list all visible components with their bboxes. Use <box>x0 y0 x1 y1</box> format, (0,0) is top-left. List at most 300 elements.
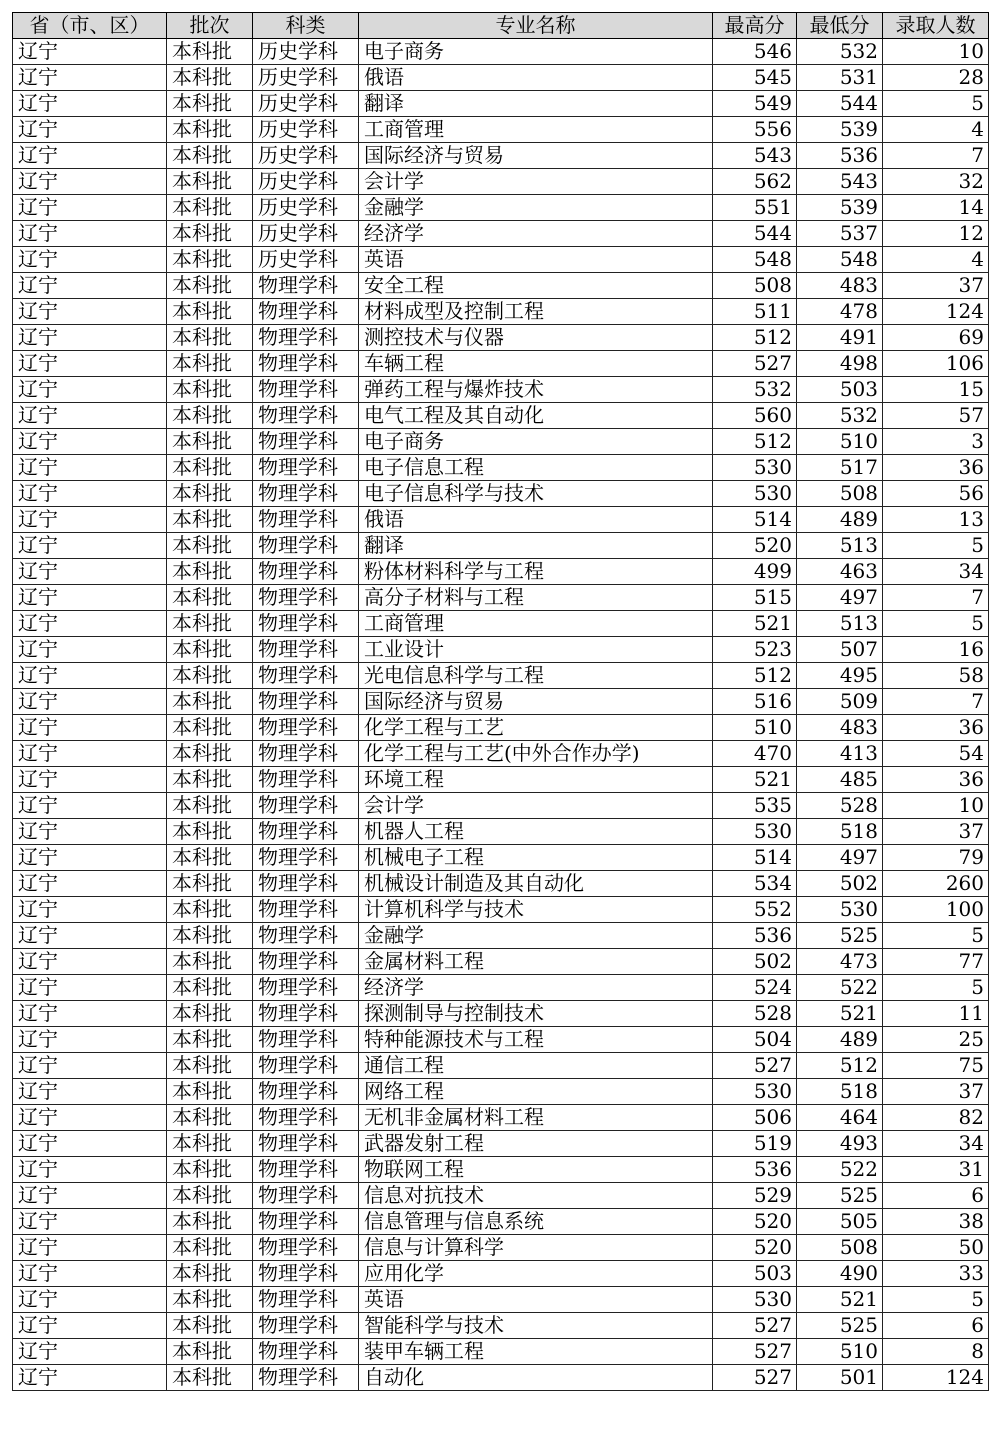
cell-major-name: 特种能源技术与工程 <box>359 1027 713 1053</box>
cell-category: 物理学科 <box>253 1027 359 1053</box>
cell-category: 物理学科 <box>253 793 359 819</box>
cell-category: 物理学科 <box>253 559 359 585</box>
cell-category: 物理学科 <box>253 1235 359 1261</box>
table-row <box>13 637 989 663</box>
table-row <box>13 897 989 923</box>
cell-min-score: 536 <box>797 143 883 169</box>
cell-province: 辽宁 <box>13 143 167 169</box>
cell-max-score: 551 <box>713 195 797 221</box>
cell-batch: 本科批 <box>167 1339 253 1365</box>
cell-admitted-count: 4 <box>883 117 989 143</box>
cell-admitted-count: 7 <box>883 143 989 169</box>
cell-province: 辽宁 <box>13 533 167 559</box>
table-row <box>13 455 989 481</box>
cell-batch: 本科批 <box>167 585 253 611</box>
cell-province: 辽宁 <box>13 1001 167 1027</box>
table-row <box>13 741 989 767</box>
cell-category: 物理学科 <box>253 507 359 533</box>
cell-province: 辽宁 <box>13 221 167 247</box>
cell-min-score: 539 <box>797 117 883 143</box>
cell-admitted-count: 10 <box>883 39 989 65</box>
cell-category: 物理学科 <box>253 611 359 637</box>
cell-max-score: 536 <box>713 1157 797 1183</box>
cell-province: 辽宁 <box>13 975 167 1001</box>
cell-major-name: 会计学 <box>359 169 713 195</box>
cell-batch: 本科批 <box>167 117 253 143</box>
table-row <box>13 793 989 819</box>
cell-province: 辽宁 <box>13 1339 167 1365</box>
cell-major-name: 金属材料工程 <box>359 949 713 975</box>
cell-province: 辽宁 <box>13 377 167 403</box>
table-row <box>13 221 989 247</box>
cell-category: 历史学科 <box>253 39 359 65</box>
cell-batch: 本科批 <box>167 299 253 325</box>
table-row <box>13 143 989 169</box>
cell-province: 辽宁 <box>13 819 167 845</box>
cell-batch: 本科批 <box>167 793 253 819</box>
cell-province: 辽宁 <box>13 663 167 689</box>
cell-admitted-count: 33 <box>883 1261 989 1287</box>
cell-admitted-count: 37 <box>883 819 989 845</box>
cell-province: 辽宁 <box>13 793 167 819</box>
cell-admitted-count: 38 <box>883 1209 989 1235</box>
cell-max-score: 524 <box>713 975 797 1001</box>
cell-admitted-count: 12 <box>883 221 989 247</box>
cell-admitted-count: 5 <box>883 611 989 637</box>
cell-max-score: 503 <box>713 1261 797 1287</box>
cell-province: 辽宁 <box>13 481 167 507</box>
cell-major-name: 应用化学 <box>359 1261 713 1287</box>
cell-major-name: 工商管理 <box>359 611 713 637</box>
cell-min-score: 510 <box>797 1339 883 1365</box>
cell-province: 辽宁 <box>13 689 167 715</box>
cell-min-score: 485 <box>797 767 883 793</box>
cell-min-score: 464 <box>797 1105 883 1131</box>
cell-min-score: 478 <box>797 299 883 325</box>
cell-min-score: 508 <box>797 1235 883 1261</box>
cell-max-score: 545 <box>713 65 797 91</box>
cell-category: 物理学科 <box>253 663 359 689</box>
cell-batch: 本科批 <box>167 143 253 169</box>
cell-category: 历史学科 <box>253 195 359 221</box>
cell-province: 辽宁 <box>13 1365 167 1391</box>
cell-batch: 本科批 <box>167 767 253 793</box>
cell-admitted-count: 82 <box>883 1105 989 1131</box>
cell-batch: 本科批 <box>167 1261 253 1287</box>
cell-batch: 本科批 <box>167 247 253 273</box>
cell-max-score: 515 <box>713 585 797 611</box>
cell-province: 辽宁 <box>13 273 167 299</box>
cell-min-score: 463 <box>797 559 883 585</box>
cell-batch: 本科批 <box>167 481 253 507</box>
cell-batch: 本科批 <box>167 871 253 897</box>
cell-category: 历史学科 <box>253 247 359 273</box>
cell-admitted-count: 34 <box>883 559 989 585</box>
cell-max-score: 527 <box>713 1053 797 1079</box>
table-row <box>13 949 989 975</box>
cell-max-score: 530 <box>713 1079 797 1105</box>
cell-province: 辽宁 <box>13 611 167 637</box>
table-row <box>13 975 989 1001</box>
cell-min-score: 490 <box>797 1261 883 1287</box>
cell-province: 辽宁 <box>13 455 167 481</box>
cell-category: 历史学科 <box>253 65 359 91</box>
cell-max-score: 521 <box>713 611 797 637</box>
cell-admitted-count: 25 <box>883 1027 989 1053</box>
table-row <box>13 871 989 897</box>
cell-major-name: 探测制导与控制技术 <box>359 1001 713 1027</box>
cell-major-name: 机械设计制造及其自动化 <box>359 871 713 897</box>
table-body <box>13 39 989 1391</box>
cell-admitted-count: 36 <box>883 767 989 793</box>
cell-admitted-count: 5 <box>883 923 989 949</box>
cell-max-score: 504 <box>713 1027 797 1053</box>
cell-min-score: 489 <box>797 507 883 533</box>
cell-min-score: 513 <box>797 533 883 559</box>
table-row <box>13 429 989 455</box>
cell-min-score: 510 <box>797 429 883 455</box>
cell-batch: 本科批 <box>167 325 253 351</box>
table-row <box>13 169 989 195</box>
cell-province: 辽宁 <box>13 65 167 91</box>
cell-min-score: 483 <box>797 715 883 741</box>
cell-major-name: 经济学 <box>359 975 713 1001</box>
cell-category: 物理学科 <box>253 455 359 481</box>
cell-major-name: 电子信息工程 <box>359 455 713 481</box>
cell-batch: 本科批 <box>167 1183 253 1209</box>
table-row <box>13 1079 989 1105</box>
cell-batch: 本科批 <box>167 559 253 585</box>
cell-category: 物理学科 <box>253 923 359 949</box>
cell-province: 辽宁 <box>13 1261 167 1287</box>
cell-category: 物理学科 <box>253 325 359 351</box>
cell-max-score: 499 <box>713 559 797 585</box>
cell-province: 辽宁 <box>13 923 167 949</box>
cell-admitted-count: 79 <box>883 845 989 871</box>
header-major-name: 专业名称 <box>359 13 713 39</box>
table-row <box>13 299 989 325</box>
cell-major-name: 电气工程及其自动化 <box>359 403 713 429</box>
cell-province: 辽宁 <box>13 949 167 975</box>
cell-admitted-count: 6 <box>883 1313 989 1339</box>
cell-category: 物理学科 <box>253 715 359 741</box>
cell-province: 辽宁 <box>13 351 167 377</box>
table-row <box>13 65 989 91</box>
cell-major-name: 电子商务 <box>359 429 713 455</box>
table-row <box>13 715 989 741</box>
cell-max-score: 508 <box>713 273 797 299</box>
cell-major-name: 智能科学与技术 <box>359 1313 713 1339</box>
cell-min-score: 493 <box>797 1131 883 1157</box>
cell-batch: 本科批 <box>167 1053 253 1079</box>
cell-batch: 本科批 <box>167 273 253 299</box>
cell-category: 物理学科 <box>253 1001 359 1027</box>
cell-max-score: 512 <box>713 325 797 351</box>
table-row <box>13 559 989 585</box>
table-row <box>13 481 989 507</box>
cell-batch: 本科批 <box>167 65 253 91</box>
cell-batch: 本科批 <box>167 845 253 871</box>
cell-major-name: 无机非金属材料工程 <box>359 1105 713 1131</box>
cell-min-score: 489 <box>797 1027 883 1053</box>
cell-admitted-count: 124 <box>883 299 989 325</box>
cell-admitted-count: 32 <box>883 169 989 195</box>
cell-min-score: 497 <box>797 585 883 611</box>
table-row <box>13 1339 989 1365</box>
cell-min-score: 531 <box>797 65 883 91</box>
cell-max-score: 519 <box>713 1131 797 1157</box>
cell-admitted-count: 5 <box>883 975 989 1001</box>
cell-batch: 本科批 <box>167 741 253 767</box>
cell-major-name: 工商管理 <box>359 117 713 143</box>
cell-category: 历史学科 <box>253 117 359 143</box>
cell-admitted-count: 13 <box>883 507 989 533</box>
cell-max-score: 514 <box>713 507 797 533</box>
cell-max-score: 512 <box>713 429 797 455</box>
table-row <box>13 611 989 637</box>
cell-province: 辽宁 <box>13 897 167 923</box>
cell-province: 辽宁 <box>13 1053 167 1079</box>
cell-batch: 本科批 <box>167 637 253 663</box>
table-row <box>13 1365 989 1391</box>
cell-province: 辽宁 <box>13 299 167 325</box>
admission-score-table <box>12 12 989 1391</box>
cell-batch: 本科批 <box>167 975 253 1001</box>
cell-max-score: 549 <box>713 91 797 117</box>
cell-admitted-count: 10 <box>883 793 989 819</box>
cell-min-score: 473 <box>797 949 883 975</box>
table-row <box>13 1209 989 1235</box>
cell-major-name: 会计学 <box>359 793 713 819</box>
table-row <box>13 585 989 611</box>
cell-province: 辽宁 <box>13 637 167 663</box>
cell-batch: 本科批 <box>167 1027 253 1053</box>
cell-max-score: 520 <box>713 1235 797 1261</box>
cell-max-score: 527 <box>713 1365 797 1391</box>
cell-max-score: 527 <box>713 1339 797 1365</box>
cell-batch: 本科批 <box>167 91 253 117</box>
cell-major-name: 粉体材料科学与工程 <box>359 559 713 585</box>
cell-province: 辽宁 <box>13 195 167 221</box>
cell-max-score: 562 <box>713 169 797 195</box>
cell-min-score: 521 <box>797 1287 883 1313</box>
cell-batch: 本科批 <box>167 897 253 923</box>
cell-province: 辽宁 <box>13 1313 167 1339</box>
table-row <box>13 325 989 351</box>
cell-admitted-count: 124 <box>883 1365 989 1391</box>
cell-admitted-count: 36 <box>883 715 989 741</box>
cell-category: 物理学科 <box>253 1365 359 1391</box>
cell-max-score: 470 <box>713 741 797 767</box>
table-row <box>13 1105 989 1131</box>
cell-batch: 本科批 <box>167 949 253 975</box>
cell-province: 辽宁 <box>13 585 167 611</box>
cell-min-score: 548 <box>797 247 883 273</box>
cell-category: 物理学科 <box>253 1157 359 1183</box>
cell-batch: 本科批 <box>167 1105 253 1131</box>
cell-province: 辽宁 <box>13 741 167 767</box>
cell-category: 物理学科 <box>253 1131 359 1157</box>
cell-major-name: 金融学 <box>359 195 713 221</box>
table-row <box>13 1027 989 1053</box>
cell-major-name: 计算机科学与技术 <box>359 897 713 923</box>
cell-batch: 本科批 <box>167 377 253 403</box>
cell-min-score: 518 <box>797 1079 883 1105</box>
cell-province: 辽宁 <box>13 325 167 351</box>
cell-admitted-count: 77 <box>883 949 989 975</box>
cell-batch: 本科批 <box>167 663 253 689</box>
cell-category: 物理学科 <box>253 637 359 663</box>
cell-province: 辽宁 <box>13 507 167 533</box>
cell-major-name: 英语 <box>359 247 713 273</box>
cell-max-score: 529 <box>713 1183 797 1209</box>
cell-major-name: 安全工程 <box>359 273 713 299</box>
cell-admitted-count: 56 <box>883 481 989 507</box>
cell-admitted-count: 69 <box>883 325 989 351</box>
cell-major-name: 环境工程 <box>359 767 713 793</box>
cell-major-name: 电子信息科学与技术 <box>359 481 713 507</box>
cell-min-score: 413 <box>797 741 883 767</box>
cell-province: 辽宁 <box>13 767 167 793</box>
table-row <box>13 39 989 65</box>
cell-batch: 本科批 <box>167 169 253 195</box>
cell-province: 辽宁 <box>13 559 167 585</box>
table-row <box>13 1235 989 1261</box>
cell-max-score: 546 <box>713 39 797 65</box>
cell-admitted-count: 100 <box>883 897 989 923</box>
header-max-score: 最高分 <box>713 13 797 39</box>
cell-max-score: 536 <box>713 923 797 949</box>
cell-major-name: 装甲车辆工程 <box>359 1339 713 1365</box>
cell-category: 物理学科 <box>253 1183 359 1209</box>
cell-min-score: 491 <box>797 325 883 351</box>
cell-major-name: 弹药工程与爆炸技术 <box>359 377 713 403</box>
cell-category: 物理学科 <box>253 273 359 299</box>
cell-province: 辽宁 <box>13 1183 167 1209</box>
table-row <box>13 91 989 117</box>
admission-score-sheet <box>12 12 988 1391</box>
cell-major-name: 材料成型及控制工程 <box>359 299 713 325</box>
cell-batch: 本科批 <box>167 429 253 455</box>
cell-province: 辽宁 <box>13 169 167 195</box>
cell-category: 物理学科 <box>253 533 359 559</box>
header-province: 省（市、区） <box>13 13 167 39</box>
cell-max-score: 560 <box>713 403 797 429</box>
table-row <box>13 1131 989 1157</box>
table-row <box>13 533 989 559</box>
cell-category: 物理学科 <box>253 377 359 403</box>
cell-max-score: 556 <box>713 117 797 143</box>
cell-batch: 本科批 <box>167 1157 253 1183</box>
cell-min-score: 522 <box>797 975 883 1001</box>
cell-max-score: 510 <box>713 715 797 741</box>
cell-batch: 本科批 <box>167 195 253 221</box>
cell-max-score: 535 <box>713 793 797 819</box>
cell-batch: 本科批 <box>167 1365 253 1391</box>
cell-category: 物理学科 <box>253 1313 359 1339</box>
cell-admitted-count: 37 <box>883 273 989 299</box>
cell-min-score: 522 <box>797 1157 883 1183</box>
cell-category: 历史学科 <box>253 221 359 247</box>
table-row <box>13 689 989 715</box>
cell-max-score: 506 <box>713 1105 797 1131</box>
cell-major-name: 电子商务 <box>359 39 713 65</box>
cell-batch: 本科批 <box>167 1287 253 1313</box>
cell-major-name: 光电信息科学与工程 <box>359 663 713 689</box>
cell-admitted-count: 5 <box>883 533 989 559</box>
cell-max-score: 530 <box>713 481 797 507</box>
cell-major-name: 通信工程 <box>359 1053 713 1079</box>
cell-max-score: 527 <box>713 1313 797 1339</box>
cell-admitted-count: 14 <box>883 195 989 221</box>
cell-major-name: 国际经济与贸易 <box>359 143 713 169</box>
cell-admitted-count: 5 <box>883 1287 989 1313</box>
header-category: 科类 <box>253 13 359 39</box>
cell-major-name: 经济学 <box>359 221 713 247</box>
cell-major-name: 翻译 <box>359 533 713 559</box>
cell-major-name: 英语 <box>359 1287 713 1313</box>
cell-province: 辽宁 <box>13 117 167 143</box>
cell-max-score: 548 <box>713 247 797 273</box>
table-row <box>13 273 989 299</box>
cell-province: 辽宁 <box>13 715 167 741</box>
cell-category: 物理学科 <box>253 897 359 923</box>
cell-min-score: 544 <box>797 91 883 117</box>
cell-max-score: 530 <box>713 455 797 481</box>
cell-province: 辽宁 <box>13 1157 167 1183</box>
cell-min-score: 521 <box>797 1001 883 1027</box>
cell-max-score: 552 <box>713 897 797 923</box>
cell-admitted-count: 11 <box>883 1001 989 1027</box>
cell-province: 辽宁 <box>13 1209 167 1235</box>
table-row <box>13 351 989 377</box>
cell-category: 物理学科 <box>253 1287 359 1313</box>
cell-min-score: 543 <box>797 169 883 195</box>
cell-admitted-count: 36 <box>883 455 989 481</box>
cell-batch: 本科批 <box>167 611 253 637</box>
table-row <box>13 845 989 871</box>
cell-province: 辽宁 <box>13 91 167 117</box>
cell-major-name: 物联网工程 <box>359 1157 713 1183</box>
cell-province: 辽宁 <box>13 1235 167 1261</box>
cell-min-score: 498 <box>797 351 883 377</box>
table-row <box>13 117 989 143</box>
cell-province: 辽宁 <box>13 1105 167 1131</box>
header-min-score: 最低分 <box>797 13 883 39</box>
table-row <box>13 767 989 793</box>
cell-max-score: 528 <box>713 1001 797 1027</box>
cell-province: 辽宁 <box>13 1287 167 1313</box>
cell-batch: 本科批 <box>167 221 253 247</box>
cell-max-score: 512 <box>713 663 797 689</box>
cell-province: 辽宁 <box>13 1027 167 1053</box>
cell-major-name: 测控技术与仪器 <box>359 325 713 351</box>
cell-major-name: 国际经济与贸易 <box>359 689 713 715</box>
cell-min-score: 507 <box>797 637 883 663</box>
cell-category: 物理学科 <box>253 585 359 611</box>
cell-major-name: 翻译 <box>359 91 713 117</box>
cell-min-score: 532 <box>797 39 883 65</box>
cell-batch: 本科批 <box>167 455 253 481</box>
cell-batch: 本科批 <box>167 1079 253 1105</box>
cell-max-score: 520 <box>713 1209 797 1235</box>
cell-max-score: 516 <box>713 689 797 715</box>
cell-admitted-count: 50 <box>883 1235 989 1261</box>
cell-batch: 本科批 <box>167 1235 253 1261</box>
cell-province: 辽宁 <box>13 845 167 871</box>
cell-min-score: 528 <box>797 793 883 819</box>
cell-admitted-count: 7 <box>883 585 989 611</box>
